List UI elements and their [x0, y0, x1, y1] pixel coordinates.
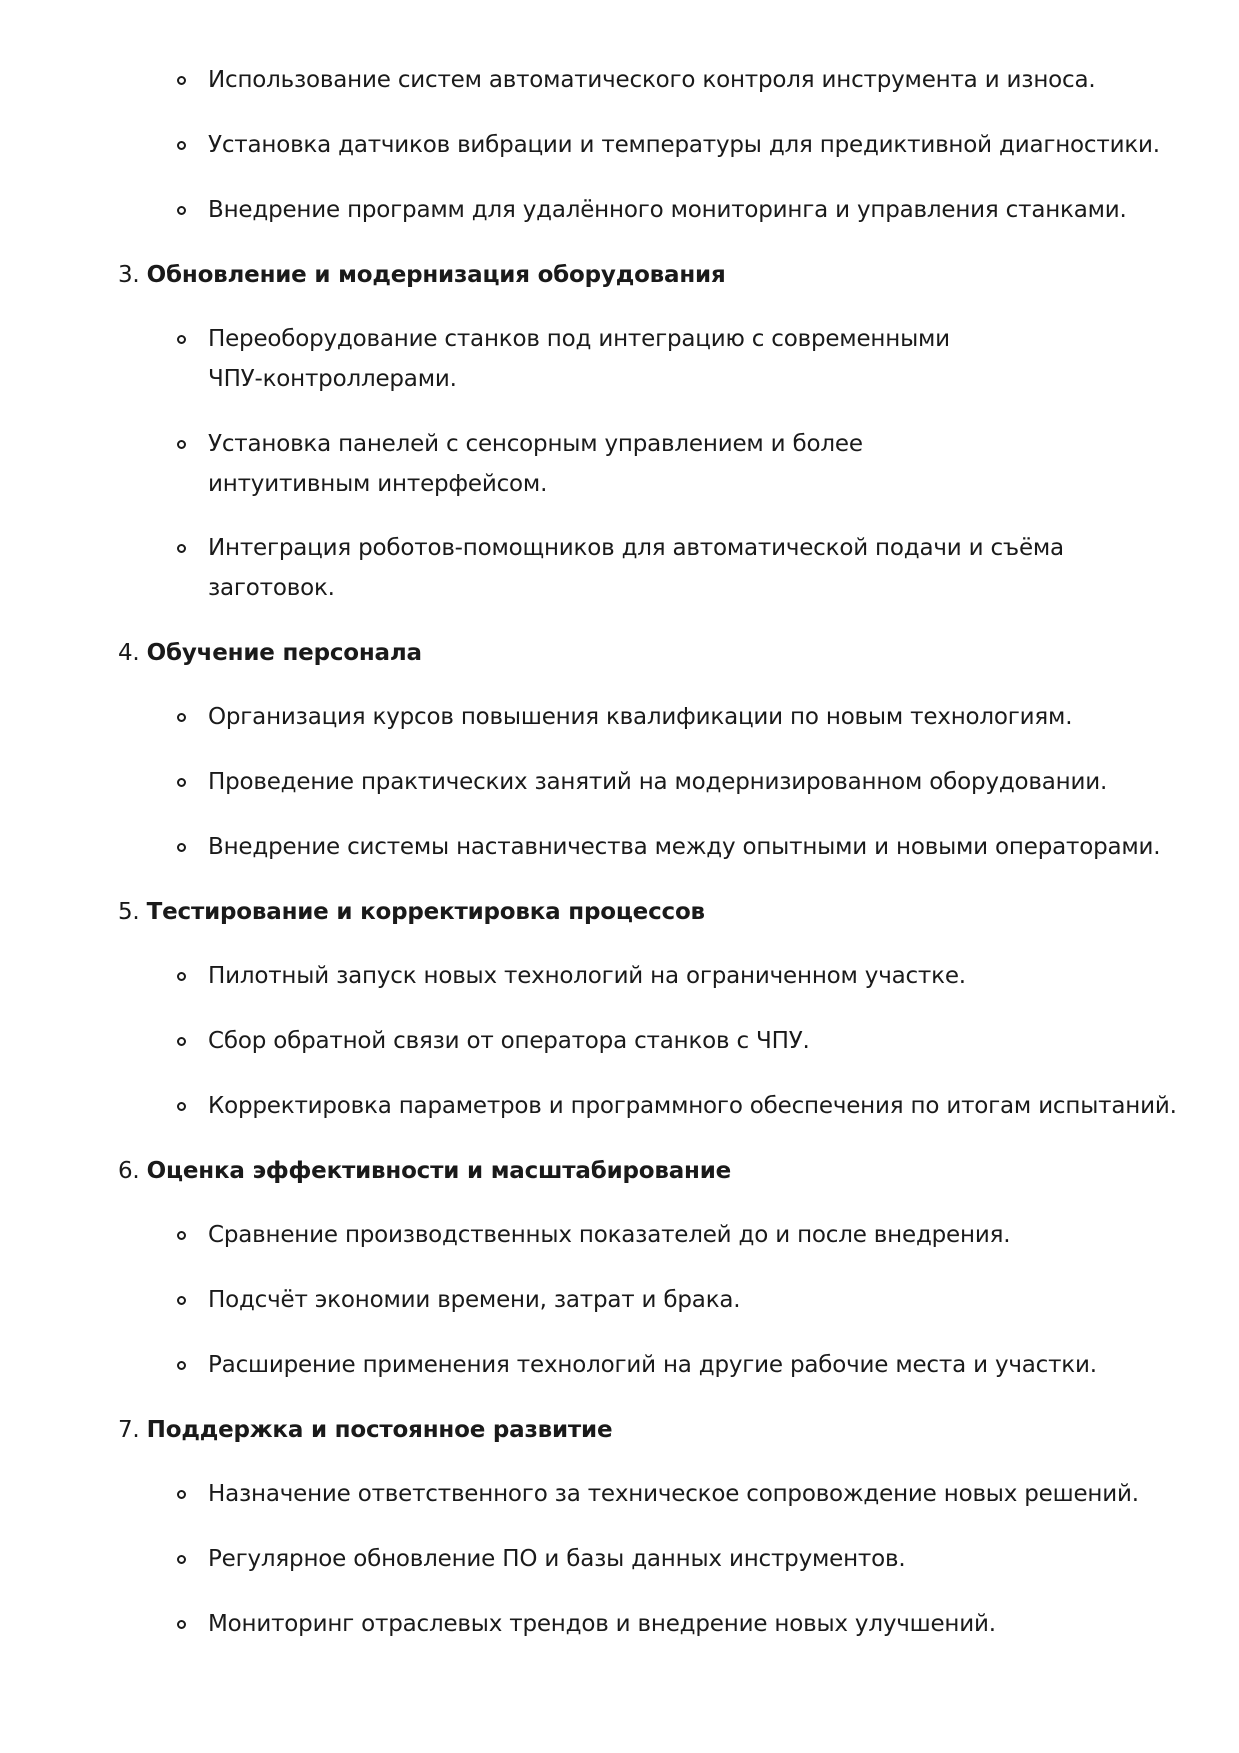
- section-number: 7.: [118, 1417, 140, 1443]
- section-number: 6.: [118, 1158, 140, 1184]
- section-title: Обновление и модернизация оборудования: [146, 262, 726, 288]
- list-item: Регулярное обновление ПО и базы данных инструментов.: [208, 1546, 906, 1572]
- bullet-marker: [177, 335, 186, 344]
- section-heading: [118, 1410, 612, 1450]
- list-item: Интеграция роботов-помощников для автоматической подачи и съёма заготовок.: [208, 535, 1064, 601]
- bullet-marker: [177, 1555, 186, 1564]
- list-item: Установка панелей с сенсорным управлением и более интуитивным интерфейсом.: [208, 431, 863, 497]
- bullet-marker: [177, 76, 186, 85]
- list-item: Сбор обратной связи от оператора станков с ЧПУ.: [208, 1028, 810, 1054]
- bullet-marker: [177, 440, 186, 449]
- list-item: Корректировка параметров и программного обеспечения по итогам испытаний.: [208, 1093, 1177, 1119]
- bullet-marker: [177, 843, 186, 852]
- bullet-marker: [177, 1296, 186, 1305]
- list-item: Внедрение программ для удалённого мониторинга и управления станками.: [208, 197, 1127, 223]
- section-title: Тестирование и корректировка процессов: [146, 899, 705, 925]
- list-item: Расширение применения технологий на другие рабочие места и участки.: [208, 1352, 1097, 1378]
- list-item: Сравнение производственных показателей до и после внедрения.: [208, 1222, 1011, 1248]
- bullet-marker: [177, 1490, 186, 1499]
- section-title: Оценка эффективности и масштабирование: [146, 1158, 732, 1184]
- list-item: Мониторинг отраслевых трендов и внедрение новых улучшений.: [208, 1611, 996, 1637]
- section-heading: [118, 1151, 731, 1191]
- list-item: Организация курсов повышения квалификации по новым технологиям.: [208, 704, 1073, 730]
- bullet-marker: [177, 141, 186, 150]
- list-item: Использование систем автоматического контроля инструмента и износа.: [208, 67, 1096, 93]
- list-item: Подсчёт экономии времени, затрат и брака.: [208, 1287, 741, 1313]
- bullet-marker: [177, 713, 186, 722]
- list-item: Проведение практических занятий на модернизированном оборудовании.: [208, 769, 1108, 795]
- bullet-marker: [177, 1620, 186, 1629]
- bullet-marker: [177, 972, 186, 981]
- section-number: 5.: [118, 899, 140, 925]
- bullet-marker: [177, 1231, 186, 1240]
- bullet-marker: [177, 544, 186, 553]
- section-number: 4.: [118, 640, 140, 666]
- list-item: Переоборудование станков под интеграцию с современными ЧПУ-контроллерами.: [208, 326, 950, 392]
- section-heading: [118, 255, 726, 295]
- section-heading: [118, 633, 422, 673]
- list-item: Пилотный запуск новых технологий на ограниченном участке.: [208, 963, 966, 989]
- bullet-marker: [177, 1037, 186, 1046]
- list-item: Установка датчиков вибрации и температуры для предиктивной диагностики.: [208, 132, 1160, 158]
- list-item: Назначение ответственного за техническое сопровождение новых решений.: [208, 1481, 1139, 1507]
- section-title: Обучение персонала: [146, 640, 422, 666]
- section-number: 3.: [118, 262, 140, 288]
- list-item: Внедрение системы наставничества между опытными и новыми операторами.: [208, 834, 1161, 860]
- bullet-marker: [177, 1102, 186, 1111]
- section-heading: [118, 892, 705, 932]
- section-title: Поддержка и постоянное развитие: [146, 1417, 613, 1443]
- bullet-marker: [177, 1361, 186, 1370]
- bullet-marker: [177, 206, 186, 215]
- bullet-marker: [177, 778, 186, 787]
